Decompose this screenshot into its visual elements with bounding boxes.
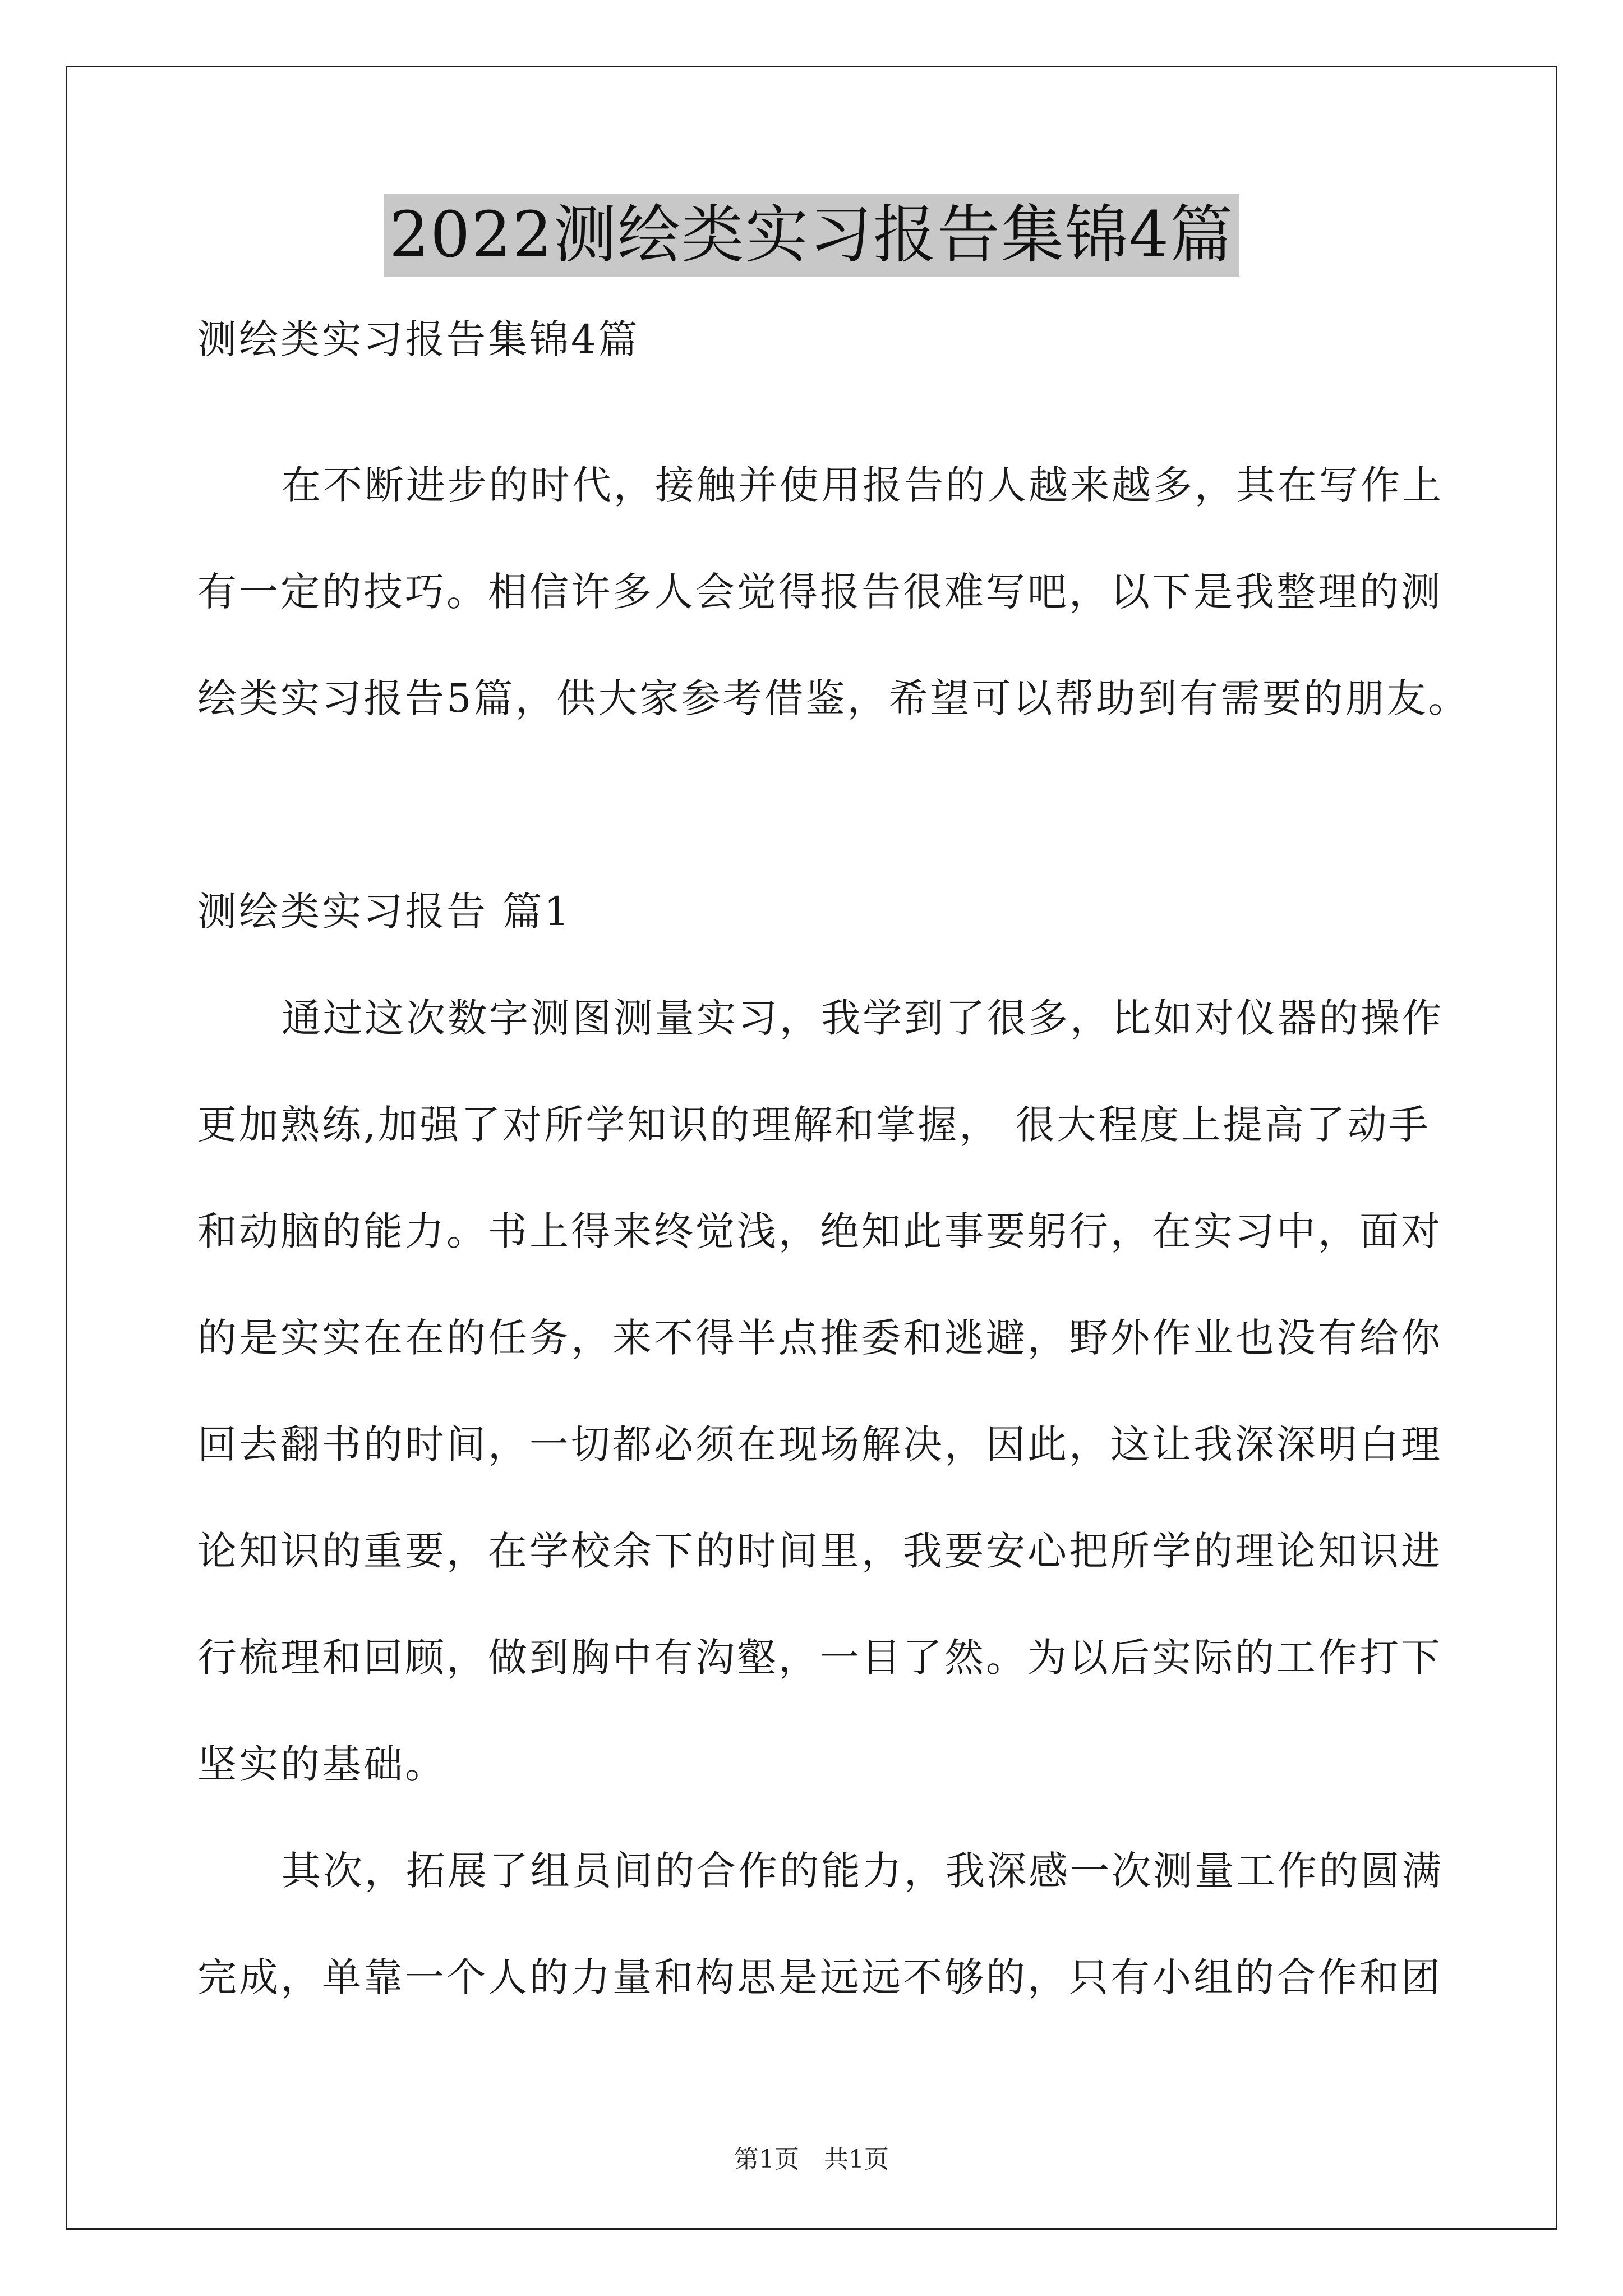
paragraph-line: 论知识的重要，在学校余下的时间里，我要安心把所学的理论知识进 bbox=[197, 1528, 1442, 1574]
title-container bbox=[0, 194, 1623, 277]
intro-line: 在不断进步的时代，接触并使用报告的人越来越多，其在写作上 bbox=[282, 462, 1444, 508]
page-footer: 第1页 共1页 bbox=[734, 2145, 889, 2174]
paragraph-line: 通过这次数字测图测量实习，我学到了很多，比如对仪器的操作 bbox=[282, 995, 1444, 1041]
paragraph-line: 回去翻书的时间，一切都必须在现场解决，因此，这让我深深明白理 bbox=[197, 1421, 1442, 1467]
paragraph-line: 更加熟练,加强了对所学知识的理解和掌握， 很大程度上提高了动手 bbox=[197, 1102, 1431, 1148]
paragraph-line: 行梳理和回顾，做到胸中有沟壑，一目了然。为以后实际的工作打下 bbox=[197, 1635, 1442, 1681]
paragraph-line: 其次，拓展了组员间的合作的能力，我深感一次测量工作的圆满 bbox=[282, 1848, 1444, 1894]
document-title: 2022测绘类实习报告集锦4篇 bbox=[384, 194, 1239, 277]
paragraph-line: 完成，单靠一个人的力量和构思是远远不够的，只有小组的合作和团 bbox=[197, 1954, 1442, 2000]
intro-line: 有一定的技巧。相信许多人会觉得报告很难写吧，以下是我整理的测 bbox=[197, 569, 1442, 615]
paragraph-line: 坚实的基础。 bbox=[197, 1741, 446, 1787]
paragraph-line: 的是实实在在的任务，来不得半点推委和逃避，野外作业也没有给你 bbox=[197, 1315, 1442, 1361]
intro-line: 绘类实习报告5篇，供大家参考借鉴，希望可以帮助到有需要的朋友。 bbox=[197, 675, 1470, 721]
paragraph-line: 和动脑的能力。书上得来终觉浅，绝知此事要躬行，在实习中，面对 bbox=[197, 1208, 1442, 1254]
section-heading: 测绘类实习报告 篇1 bbox=[197, 889, 571, 935]
document-subtitle: 测绘类实习报告集锦4篇 bbox=[197, 316, 640, 362]
